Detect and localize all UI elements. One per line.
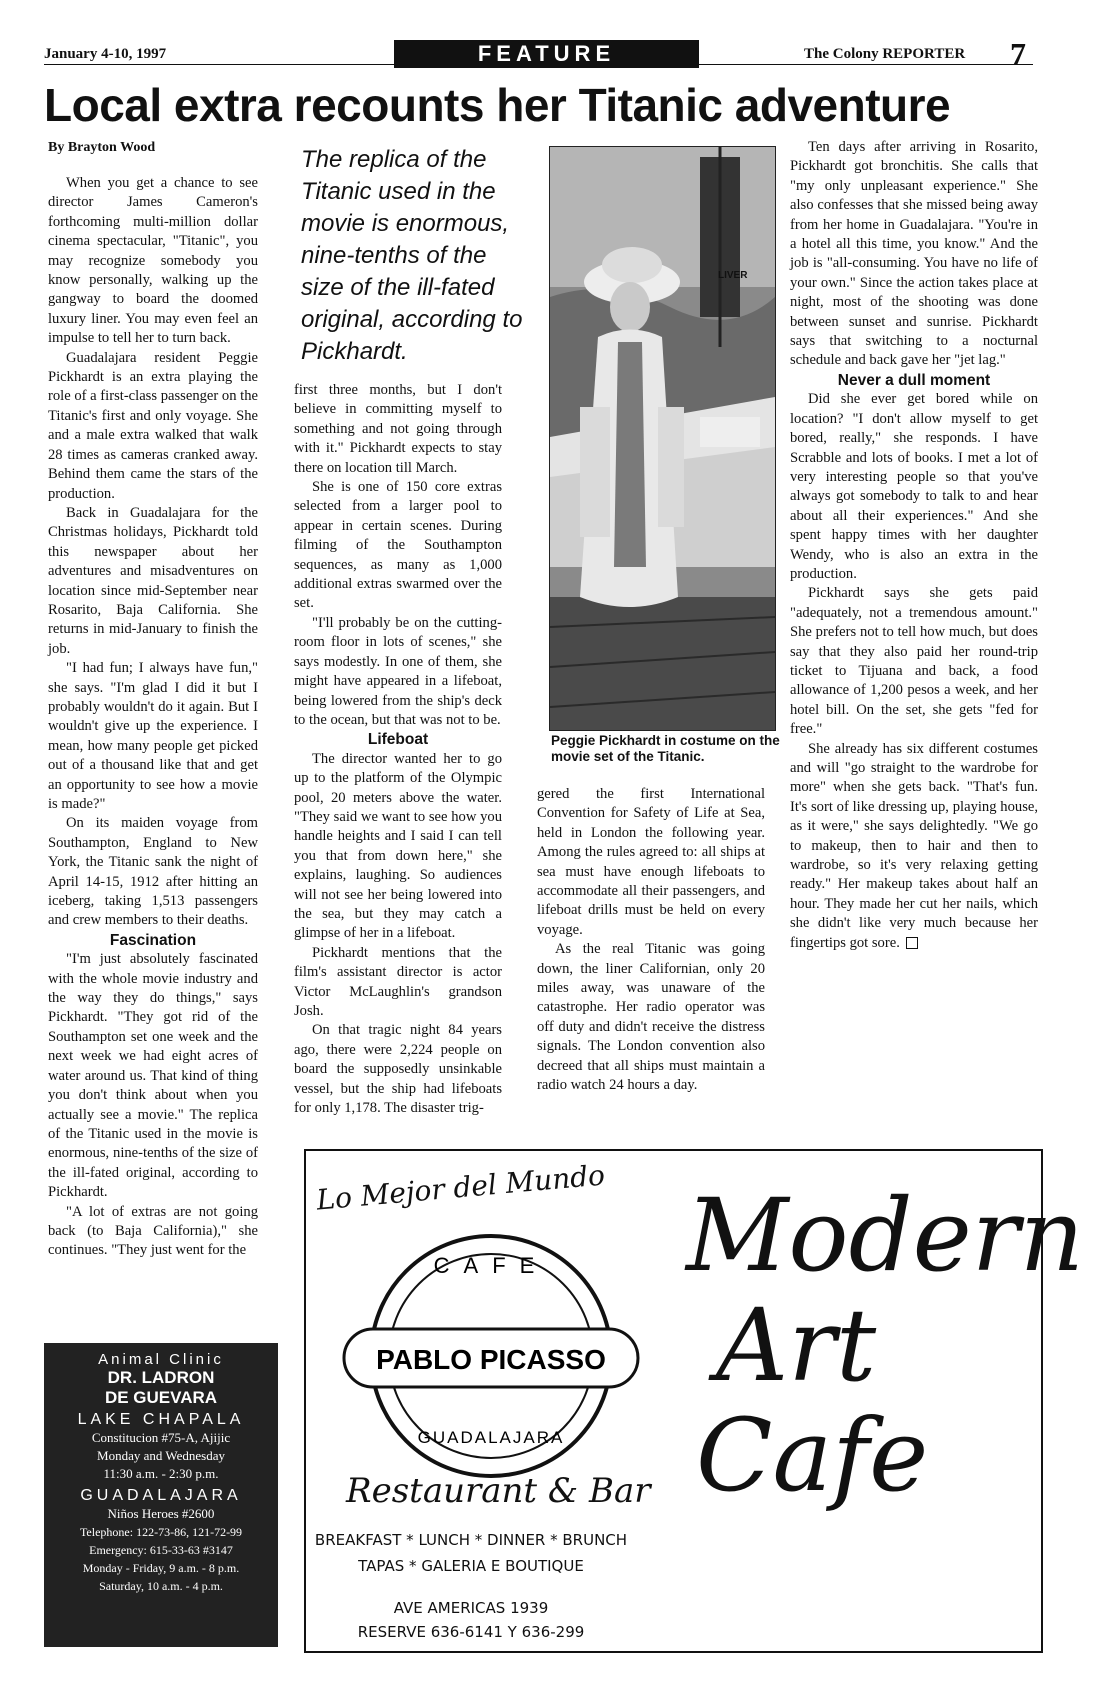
article-column-2 bbox=[294, 381, 502, 1118]
photo-caption: Peggie Pickhardt in costume on the movie set of the Titanic. bbox=[551, 733, 780, 764]
paragraph: "I'll probably be on the cutting-room floor in lots of scenes," she says modestly. In one of them, she might have appeared in a lifeboat, being lowered from the ship's deck to the ocean, but that was not to be. bbox=[294, 614, 502, 728]
clinic-doctor: DR. LADRON bbox=[107, 1368, 215, 1387]
photo-illustration bbox=[550, 147, 775, 730]
script-word: Cafe bbox=[696, 1397, 929, 1514]
subhead-lifeboat: Lifeboat bbox=[367, 731, 429, 749]
end-of-story-icon bbox=[906, 937, 918, 949]
clinic-address-guadalajara: Niños Heroes #2600 bbox=[107, 1506, 215, 1521]
cafe-phone: RESERVE 636-6141 Y 636-299 bbox=[357, 1623, 585, 1641]
paper-name: The Colony REPORTER bbox=[804, 46, 966, 62]
cafe-meals-line: BREAKFAST * LUNCH * DINNER * BRUNCH bbox=[314, 1531, 628, 1549]
clinic-doctor-2: DE GUEVARA bbox=[104, 1388, 218, 1407]
subhead-never-a-dull-moment: Never a dull moment bbox=[837, 371, 991, 389]
cafe-name: PABLO PICASSO bbox=[376, 1344, 606, 1375]
issue-date: January 4-10, 1997 bbox=[44, 46, 167, 62]
article-photo bbox=[549, 146, 776, 731]
paragraph: Ten days after arriving in Rosarito, Pickhardt got bronchitis. She calls that "my only unpleasant experience." She also confesses that she missed being away from her home in Guadalajara. "You're in a hotel all this time, you know." And the job is "all-consuming. You have no life of your own." Since the action takes place at night, most of the shooting was done between sunset and sunrise. Pickhardt says that switching to a nocturnal schedule and back gave her "jet lag." bbox=[790, 139, 1038, 369]
boat-lettering: LIVER bbox=[718, 270, 748, 281]
script-word: Modern bbox=[686, 1177, 1084, 1294]
cafe-arc-bottom: GUADALAJARA bbox=[417, 1428, 565, 1447]
script-word: Art bbox=[716, 1287, 877, 1404]
byline: By Brayton Wood bbox=[48, 140, 156, 155]
clinic-address-ajijic: Constitucion #75-A, Ajijic bbox=[91, 1430, 231, 1445]
clinic-heading: Animal Clinic bbox=[98, 1351, 224, 1368]
paragraph: "I had fun; I always have fun," she says. "I'm glad I did it but I probably wouldn't do it again. But I wouldn't give up the experience. I mean, how many people get picked out of a thousand like that and get an opportunity to see how a movie is made?" bbox=[48, 660, 258, 812]
paragraph: first three months, but I don't believe in committing myself to something and not going through with it." Pickhardt expects to stay there on location till March. bbox=[294, 382, 502, 476]
article-column-1 bbox=[48, 174, 258, 1261]
page-number: 7 bbox=[1010, 36, 1026, 72]
paragraph bbox=[790, 740, 1038, 953]
cafe-services-line: TAPAS * GALERIA E BOUTIQUE bbox=[358, 1557, 584, 1575]
paragraph: Pickhardt mentions that the film's assistant director is actor Victor McLaughlin's grandson Josh. bbox=[294, 944, 502, 1019]
cafe-pablo-picasso-ad bbox=[304, 1149, 1084, 1653]
paragraph: Guadalajara resident Peggie Pickhardt is an extra playing the role of a first-class passenger on the Titanic's first and only voyage. She and a male extra walked that walk 28 times as cameras cranked away. Behind them came the stars of the production. bbox=[48, 349, 258, 502]
paragraph: gered the first International Convention for Safety of Life at Sea, held in London the following year. Among the rules agreed to: all ships at sea must have enough lifeboats to accommodate all their passengers, and lifeboat drills must be held on every voyage. bbox=[537, 786, 765, 938]
cafe-logo bbox=[326, 1221, 656, 1491]
clinic-hours-chapala: 11:30 a.m. - 2:30 p.m. bbox=[103, 1466, 219, 1481]
paragraph: Back in Guadalajara for the Christmas holidays, Pickhardt told this newspaper about her adventures and misadventures on location since mid-September near Rosarito, Baja California. She returns in mid-January to finish the job. bbox=[48, 504, 258, 657]
paragraph: On that tragic night 84 years ago, there were 2,224 people on board the supposedly unsinkable vessel, but the ship had lifeboats for only 1,178. The disaster trig- bbox=[294, 1022, 502, 1117]
clinic-emergency: Emergency: 615-33-63 #3147 bbox=[89, 1543, 233, 1557]
masthead-rule bbox=[44, 64, 1033, 65]
cafe-address: AVE AMERICAS 1939 bbox=[393, 1599, 549, 1617]
clinic-weekday-hours: Monday - Friday, 9 a.m. - 8 p.m. bbox=[82, 1561, 240, 1575]
clinic-location-chapala: LAKE CHAPALA bbox=[77, 1411, 245, 1428]
clinic-telephone: Telephone: 122-73-86, 121-72-99 bbox=[79, 1525, 243, 1539]
animal-clinic-ad bbox=[44, 1343, 278, 1647]
paragraph: As the real Titanic was going down, the liner Californian, only 20 miles away, was unaware of the catastrophe. Her radio operator was off duty and didn't receive the distress signals. The London convention also decreed that all ships must maintain a radio watch 24 hours a day. bbox=[537, 941, 765, 1094]
ad-signature: Lo Mejor del Mundo bbox=[315, 1158, 607, 1217]
paragraph: When you get a chance to see director James Cameron's forthcoming multi-million dollar cinema spectacular, "Titanic", you may recognize somebody you know personally, walking up the gangway to board the doomed luxury liner. You may even feel an impulse to tell her to turn back. bbox=[48, 175, 258, 347]
clinic-days-chapala: Monday and Wednesday bbox=[97, 1448, 225, 1463]
clinic-location-guadalajara: GUADALAJARA bbox=[80, 1487, 242, 1504]
paragraph: Did she ever get bored while on location? "I don't allow myself to get bored, really," she responds. I have Scrabble and lots of books. I met a lot of very interesting people so that you've always got somebody to talk to and hear about all their experiences." And she spent happy times with her daughter Wendy, who is also an extra in the production. bbox=[790, 391, 1038, 582]
clinic-saturday-hours: Saturday, 10 a.m. - 4 p.m. bbox=[99, 1579, 223, 1593]
paragraph-text: She already has six different costumes and will "go straight to the wardrobe for more" when she gets back. "That's fun. It's sort of like dressing up, playing house, as it were," she says delightedly. "We go to makeup, then to hair and then to wardrobe, so it's very relaxing getting ready." Her makeup takes about half an hour. They made her cut her nails, which she didn't like very much because her fingertips got sore. bbox=[790, 740, 1038, 951]
article-column-4 bbox=[790, 138, 1038, 953]
modern-art-cafe-script bbox=[686, 1177, 1084, 1514]
cafe-script-tagline: Restaurant & Bar bbox=[346, 1471, 651, 1511]
paragraph: The director wanted her to go up to the platform of the Olympic pool, 20 meters above the water. "They said we want to see how you handle heights and I said I can tell you that from down here," she explains, laughing. So audiences will not see her being lowered into the sea, but they may catch a glimpse of her in a lifeboat. bbox=[294, 750, 502, 942]
section-banner: FEATURE bbox=[394, 40, 699, 68]
article-column-3 bbox=[537, 785, 765, 1096]
paragraph: "A lot of extras are not going back (to Baja California)," she continues. "They just went for the bbox=[48, 1203, 258, 1259]
paragraph: She is one of 150 core extras selected from a larger pool to appear in certain scenes. During filming of the Southampton sequences, as many as 1,000 additional extras swarmed over the set. bbox=[294, 479, 502, 612]
pull-quote: The replica of the Titanic used in the movie is enormous, nine-tenths of the size of the ill-fated original, according to Pickhardt. bbox=[301, 146, 523, 365]
paragraph: On its maiden voyage from Southampton, England to New York, the Titanic sank the night of April 14-15, 1912 after hitting an iceberg, taking 1,513 passengers and crew members to their deaths. bbox=[48, 815, 258, 929]
cafe-arc-top: CAFE bbox=[433, 1253, 549, 1278]
paragraph: Pickhardt says she gets paid "adequately, not a tremendous amount." She prefers not to tell how much, but does say that they also paid her round-trip ticket to Tijuana and back, a food allowance of 1,200 pesos a week, and her hotel bill. On the set, she gets "fed for free." bbox=[790, 585, 1038, 738]
headline: Local extra recounts her Titanic adventure bbox=[44, 79, 951, 131]
paragraph: "I'm just absolutely fascinated with the whole movie industry and the way they do things," says Pickhardt. "They got rid of the Southampton set one week and the next week we had eight acres of water around us. That kind of thing you don't think about when you actually see a movie." The replica of the Titanic used in the movie is enormous, nine-tenths of the size of the ill-fated original, according to Pickhardt. bbox=[48, 951, 258, 1201]
subhead-fascination: Fascination bbox=[109, 931, 197, 949]
